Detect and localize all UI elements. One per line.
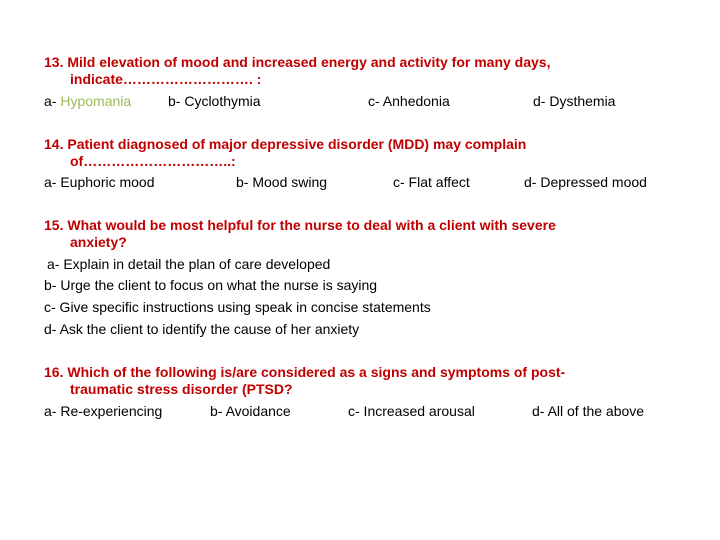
q13-option-b: b- Cyclothymia	[168, 93, 261, 109]
q13-text-line1: 13. Mild elevation of mood and increased energy and activity for many days,	[44, 54, 551, 70]
q14-text-line2: of…………………………..:	[70, 153, 236, 169]
q13-option-a-answer: Hypomania	[60, 93, 132, 109]
q13-option-d: d- Dysthemia	[533, 93, 616, 109]
q15-text-line1: 15. What would be most helpful for the nurse to deal with a client with severe	[44, 217, 556, 233]
q14-text-line1: 14. Patient diagnosed of major depressive disorder (MDD) may complain	[44, 136, 527, 152]
q14-option-b: b- Mood swing	[236, 174, 328, 190]
q16-text-line2: traumatic stress disorder (PTSD?	[70, 381, 293, 397]
q16-option-a: a- Re-experiencing	[44, 403, 163, 419]
q13-option-c: c- Anhedonia	[368, 93, 450, 109]
q16-option-d: d- All of the above	[532, 403, 645, 419]
q15-option-a: a- Explain in detail the plan of care developed	[47, 256, 331, 272]
q16-option-c: c- Increased arousal	[348, 403, 475, 419]
q16-text-line1: 16. Which of the following is/are considered as a signs and symptoms of post-	[44, 364, 566, 380]
q16-options	[44, 403, 684, 420]
q14-options	[44, 174, 684, 191]
q13-option-a-prefix: a-	[44, 93, 61, 109]
q15-option-b: b- Urge the client to focus on what the nurse is saying	[44, 277, 378, 293]
q15-text-line2: anxiety?	[70, 234, 127, 250]
q13-options	[44, 93, 684, 110]
q16-option-b: b- Avoidance	[210, 403, 291, 419]
q14-option-d: d- Depressed mood	[524, 174, 647, 190]
q15-option-c: c- Give specific instructions using speak in concise statements	[44, 299, 431, 315]
q15-option-d: d- Ask the client to identify the cause of her anxiety	[44, 321, 360, 337]
q13-option-a	[44, 93, 131, 110]
q13-text-line2: indicate………………………. :	[70, 71, 262, 87]
q14-option-c: c- Flat affect	[393, 174, 470, 190]
q14-option-a: a- Euphoric mood	[44, 174, 155, 190]
